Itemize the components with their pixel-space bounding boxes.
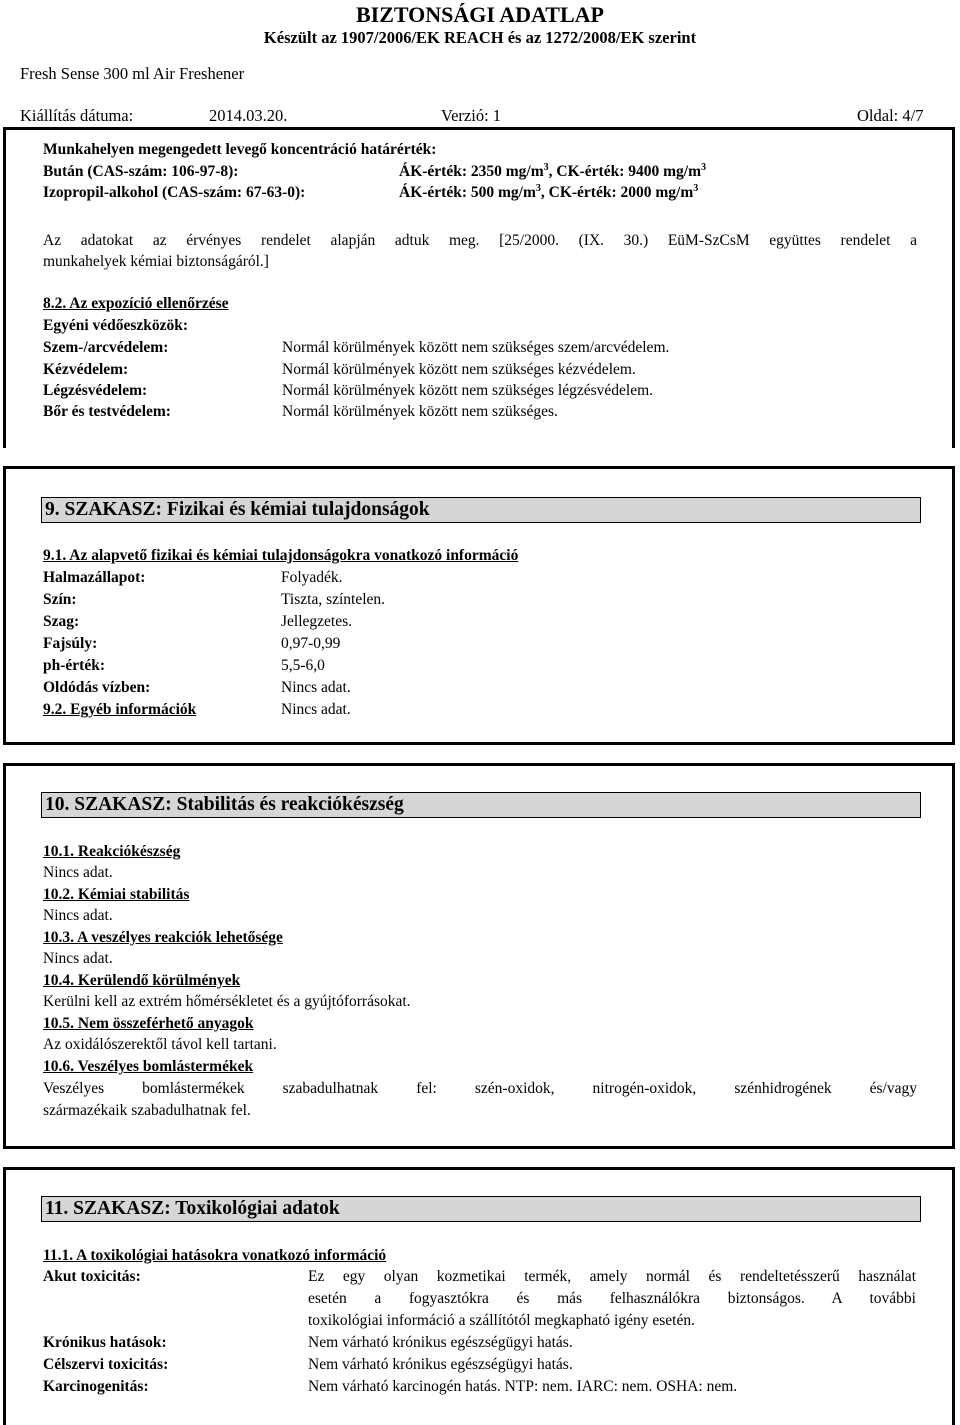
respiratory-protection-label: Légzésvédelem:: [43, 382, 148, 399]
physical-state-label: Halmazállapot:: [43, 569, 146, 586]
target-organ-toxicity-value: Nem várható krónikus egészségügyi hatás.: [308, 1356, 573, 1373]
hand-protection-value: Normál körülmények között nem szükséges kézvédelem.: [282, 361, 636, 378]
section-10-title: 10. SZAKASZ: Stabilitás és reakciókészség: [41, 792, 921, 818]
eye-protection-value: Normál körülmények között nem szükséges szem/arcvédelem.: [282, 339, 670, 356]
section-10-2-heading: 10.2. Kémiai stabilitás: [43, 886, 190, 903]
section-8-2-heading: 8.2. Az expozíció ellenőrzése: [43, 295, 229, 312]
section-10-4-text: Kerülni kell az extrém hőmérsékletet és a gyújtóforrásokat.: [43, 993, 411, 1010]
limits-note-line-1: Az adatokat az érvényes rendelet alapján adtuk meg. [25/2000. (IX. 30.) EüM-SzCsM együttes rendelet a: [43, 232, 917, 249]
odor-label: Szag:: [43, 613, 80, 630]
skin-protection-label: Bőr és testvédelem:: [43, 403, 171, 420]
section-9-1-heading: 9.1. Az alapvető fizikai és kémiai tulajdonságokra vonatkozó információ: [43, 547, 519, 564]
section-10-5-heading: 10.5. Nem összeférhető anyagok: [43, 1015, 254, 1032]
acute-toxicity-line-1: Ez egy olyan kozmetikai termék, amely normál és rendeltetésszerű használat: [308, 1268, 916, 1285]
section-9-title: 9. SZAKASZ: Fizikai és kémiai tulajdonságok: [41, 497, 921, 523]
section-11-title: 11. SZAKASZ: Toxikológiai adatok: [41, 1196, 921, 1222]
carcinogenicity-value: Nem várható karcinogén hatás. NTP: nem. IARC: nem. OSHA: nem.: [308, 1378, 738, 1395]
page-number: Oldal: 4/7: [857, 106, 924, 125]
chronic-effects-label: Krónikus hatások:: [43, 1334, 167, 1351]
section-10-4-heading: 10.4. Kerülendő körülmények: [43, 972, 241, 989]
respiratory-protection-value: Normál körülmények között nem szükséges légzésvédelem.: [282, 382, 654, 399]
isopropanol-limits: ÁK-érték: 500 $mg/m^3$, CK-érték: 2000 $mg/m^3$: [399, 182, 699, 201]
other-info-label: 9.2. Egyéb információk: [43, 701, 197, 718]
color-label: Szín:: [43, 591, 77, 608]
acute-toxicity-line-3: toxikológiai információ a szállítótól megkapható igény esetén.: [308, 1312, 695, 1329]
ppe-heading: Egyéni védőeszközök:: [43, 317, 189, 334]
other-info-value: Nincs adat.: [281, 701, 351, 718]
section-10-1-text: Nincs adat.: [43, 864, 113, 881]
product-name: Fresh Sense 300 ml Air Freshener: [20, 64, 245, 83]
version: Verzió: 1: [441, 106, 502, 125]
document-subtitle: Készült az 1907/2006/EK REACH és az 1272/2008/EK szerint: [263, 28, 697, 47]
date-value: 2014.03.20.: [209, 106, 288, 125]
section-10-3-text: Nincs adat.: [43, 950, 113, 967]
section-10-6-text-line-1: Veszélyes bomlástermékek szabadulhatnak fel: szén-oxidok, nitrogén-oxidok, szénhidrogének és/vagy: [43, 1080, 917, 1097]
section-10-5-text: Az oxidálószerektől távol kell tartani.: [43, 1036, 277, 1053]
carcinogenicity-label: Karcinogenitás:: [43, 1378, 149, 1395]
hand-protection-label: Kézvédelem:: [43, 361, 129, 378]
water-solubility-value: Nincs adat.: [281, 679, 351, 696]
acute-toxicity-label: Akut toxicitás:: [43, 1268, 141, 1285]
document-title: BIZTONSÁGI ADATLAP: [356, 2, 604, 27]
physical-state-value: Folyadék.: [281, 569, 343, 586]
section-10-2-text: Nincs adat.: [43, 907, 113, 924]
ph-label: ph-érték:: [43, 657, 105, 674]
exposure-limits-heading: Munkahelyen megengedett levegő koncentráció határérték:: [43, 141, 437, 158]
isopropanol-substance: Izopropil-alkohol (CAS-szám: 67-63-0):: [43, 184, 306, 201]
section-10-1-heading: 10.1. Reakciókészség: [43, 843, 181, 860]
butane-substance: Bután (CAS-szám: 106-97-8):: [43, 163, 239, 180]
section-11-1-heading: 11.1. A toxikológiai hatásokra vonatkozó információ: [43, 1247, 387, 1264]
density-label: Fajsúly:: [43, 635, 98, 652]
target-organ-toxicity-label: Célszervi toxicitás:: [43, 1356, 169, 1373]
chronic-effects-value: Nem várható krónikus egészségügyi hatás.: [308, 1334, 573, 1351]
skin-protection-value: Normál körülmények között nem szükséges.: [282, 403, 558, 420]
butane-limits: ÁK-érték: 2350 $mg/m^3$, CK-érték: 9400 $mg/m^3$: [399, 161, 706, 180]
section-10-6-text-line-2: származékaik szabadulhatnak fel.: [43, 1102, 251, 1119]
section-10-6-heading: 10.6. Veszélyes bomlástermékek: [43, 1058, 254, 1075]
water-solubility-label: Oldódás vízben:: [43, 679, 151, 696]
ph-value: 5,5-6,0: [281, 657, 325, 674]
acute-toxicity-line-2: esetén a fogyasztókra és más felhasználókra biztonságos. A további: [308, 1290, 916, 1307]
section-10-3-heading: 10.3. A veszélyes reakciók lehetősége: [43, 929, 283, 946]
color-value: Tiszta, színtelen.: [281, 591, 386, 608]
density-value: 0,97-0,99: [281, 635, 341, 652]
eye-protection-label: Szem-/arcvédelem:: [43, 339, 169, 356]
odor-value: Jellegzetes.: [281, 613, 353, 630]
limits-note-line-2: munkahelyek kémiai biztonságáról.]: [43, 253, 269, 270]
date-label: Kiállítás dátuma:: [20, 106, 134, 125]
